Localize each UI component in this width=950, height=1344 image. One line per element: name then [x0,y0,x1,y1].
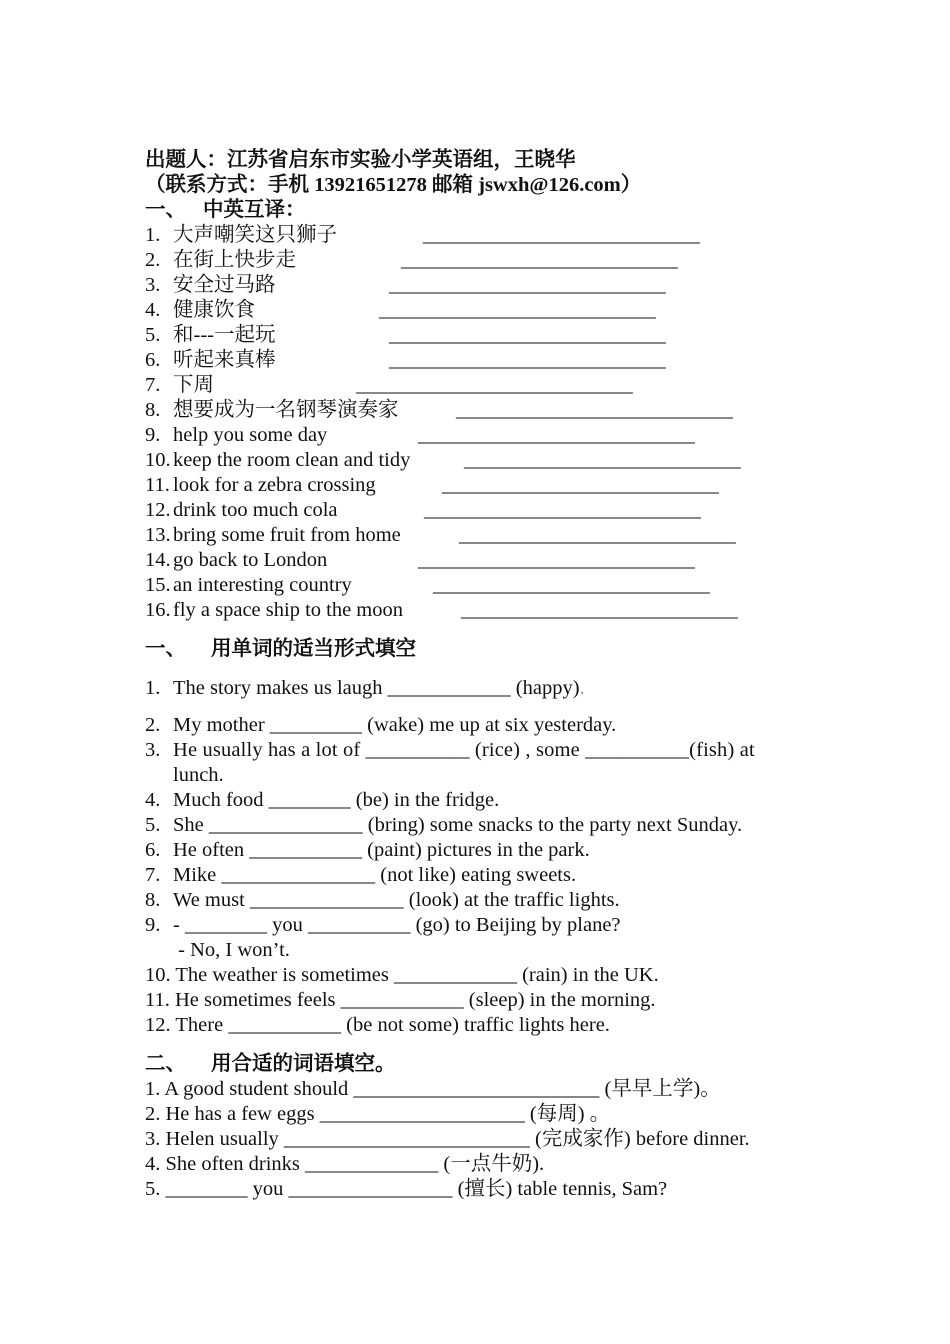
list-item[interactable]: 5. ________ you ________________ (擅长) table tennis, Sam? [145,1178,668,1200]
list-item [145,348,815,373]
list-item [145,713,815,738]
answer-blank[interactable]: ___________________________ [461,599,738,621]
section3-title-text: 用合适的词语填空。 [211,1053,396,1075]
item-text: 听起来真棒 [173,349,276,371]
item-number: 6. [145,839,161,861]
list-item [145,938,815,963]
answer-blank[interactable]: ___________________________ [423,224,700,246]
item-number: 4. [145,789,161,811]
item-number: 11. [145,474,170,496]
item-text[interactable]: He often ___________ (paint) pictures in the park. [173,839,590,861]
list-item[interactable]: 11. He sometimes feels ____________ (sleep) in the morning. [145,989,656,1011]
item-text: 下周 [173,374,214,396]
item-number: 14. [145,549,171,571]
section2-mark: 一、 [145,638,186,660]
item-text: an interesting country [173,574,352,596]
item-text[interactable]: - ________ you __________ (go) to Beijing by plane? [173,914,621,936]
list-item [145,273,815,298]
answer-blank[interactable]: ___________________________ [356,374,633,396]
item-number: 15. [145,574,171,596]
item-number: 8. [145,889,161,911]
list-item [145,298,815,323]
item-number: 5. [145,324,161,346]
item-number: 9. [145,424,161,446]
item-text: drink too much cola [173,499,338,521]
list-item [145,523,815,548]
item-number: 10. [145,449,171,471]
item-text: 大声嘲笑这只狮子 [173,224,337,246]
list-item[interactable]: 1. A good student should ________________________ (早早上学)。 [145,1078,721,1100]
item-text[interactable]: She _______________ (bring) some snacks to the party next Sunday. [173,814,743,836]
section2-title [145,637,815,662]
answer-blank[interactable]: ___________________________ [379,299,656,321]
item-text: lunch. [173,764,224,786]
list-item [145,498,815,523]
answer-blank[interactable]: ___________________________ [464,449,741,471]
item-text: look for a zebra crossing [173,474,376,496]
item-text: fly a space ship to the moon [173,599,404,621]
list-item [145,788,815,813]
list-item [145,423,815,448]
item-number: 7. [145,374,161,396]
item-number: 8. [145,399,161,421]
list-item [145,248,815,273]
list-item [145,813,815,838]
list-item [145,573,815,598]
item-number: 16. [145,599,171,621]
item-number: 5. [145,814,161,836]
answer-blank[interactable]: ___________________________ [456,399,733,421]
item-number: 4. [145,299,161,321]
fill-list [145,713,815,1038]
item-text[interactable]: He usually has a lot of __________ (rice) , some __________(fish) at [173,739,755,761]
item-text: keep the room clean and tidy [173,449,411,471]
item-text: 在街上快步走 [173,249,296,271]
answer-blank[interactable]: ___________________________ [459,524,736,546]
answer-blank[interactable]: ___________________________ [442,474,719,496]
item-text[interactable]: Mike _______________ (not like) eating sweets. [173,864,577,886]
item-number: 1. [145,224,161,246]
list-item [145,223,815,248]
answer-blank[interactable]: ___________________________ [389,274,666,296]
item-text: - No, I won’t. [173,939,290,961]
list-item [145,448,815,473]
worksheet [145,148,815,1202]
section3-mark: 二、 [145,1053,186,1075]
list-item [145,738,815,763]
list-item[interactable]: 12. There ___________ (be not some) traffic lights here. [145,1014,610,1036]
item-text: 想要成为一名钢琴演奏家 [173,399,399,421]
item-text[interactable]: Much food ________ (be) in the fridge. [173,789,500,811]
list-item [145,838,815,863]
list-item [145,398,815,423]
list-item [145,323,815,348]
list-item [145,888,815,913]
answer-blank[interactable]: ___________________________ [424,499,701,521]
list-item [145,548,815,573]
item-text: help you some day [173,424,328,446]
list-item [145,676,815,701]
section2-title-text: 用单词的适当形式填空 [211,638,416,660]
item-number: 7. [145,864,161,886]
list-item [145,473,815,498]
word-fill-list [145,1077,815,1202]
item-number: 2. [145,714,161,736]
item-dot: . [579,677,585,699]
section3-title [145,1052,815,1077]
list-item[interactable]: 10. The weather is sometimes ____________ (rain) in the UK. [145,964,659,986]
item-number: 1. [145,677,161,699]
section1-title [145,198,815,223]
item-text[interactable]: We must _______________ (look) at the traffic lights. [173,889,620,911]
answer-blank[interactable]: ___________________________ [433,574,710,596]
translation-list [145,223,815,623]
item-number: 3. [145,739,161,761]
item-text: 和---一起玩 [173,324,276,346]
list-item [145,863,815,888]
section1-mark: 一、 [145,199,186,221]
list-item[interactable]: 4. She often drinks _____________ (一点牛奶). [145,1153,545,1175]
answer-blank[interactable]: ___________________________ [401,249,678,271]
item-text: go back to London [173,549,328,571]
answer-blank[interactable]: ___________________________ [389,349,666,371]
item-number: 9. [145,914,161,936]
item-text[interactable]: My mother _________ (wake) me up at six yesterday. [173,714,617,736]
item-number: 12. [145,499,171,521]
list-item [145,598,815,623]
contact-line: （联系方式：手机 13921651278 邮箱 jswxh@126.com） [145,174,642,196]
item-text: 健康饮食 [173,299,255,321]
item-number: 13. [145,524,171,546]
item-text: 安全过马路 [173,274,276,296]
answer-blank[interactable]: ___________________________ [418,549,695,571]
item-text: bring some fruit from home [173,524,401,546]
item-number: 6. [145,349,161,371]
list-item [145,913,815,938]
list-item [145,763,815,788]
list-item [145,373,815,398]
list-item[interactable]: 2. He has a few eggs ____________________ (每周) 。 [145,1103,611,1125]
item-number: 2. [145,249,161,271]
answer-blank[interactable]: ___________________________ [389,324,666,346]
author-line: 出题人：江苏省启东市实验小学英语组，王晓华 [145,149,576,171]
list-item[interactable]: 3. Helen usually ________________________ (完成家作) before dinner. [145,1128,750,1150]
answer-blank[interactable]: ___________________________ [418,424,695,446]
item-number: 3. [145,274,161,296]
section1-title-text: 中英互译： [203,199,306,221]
item-text[interactable]: The story makes us laugh ____________ (happy) [173,677,580,699]
